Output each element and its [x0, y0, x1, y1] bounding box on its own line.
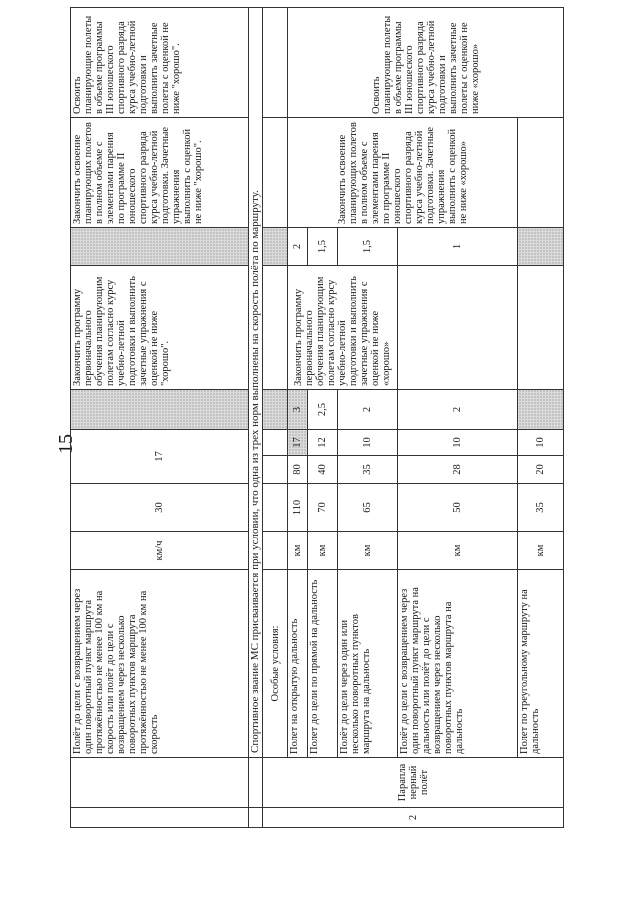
row-v3: 12: [308, 430, 338, 456]
row-v1: 65: [338, 484, 398, 532]
rotated-table-sheet: [70, 8, 565, 828]
row-v1: 35: [518, 484, 564, 532]
row-unit: км: [288, 532, 308, 570]
cell-req-iii: Закончить программу первоначального обучения планирующим полетам согласно курсу учебно-летной подготовки и выполнить зачетные упражнения с оценкой не ниже "хорошо".: [71, 266, 249, 390]
page-number: 15: [55, 434, 77, 454]
row-name: Полет до цели по прямой на дальность: [308, 570, 338, 758]
section-req-ii: Закончить освоение планирующих полетов в полном объеме с элементами парения по программе II юношеского спортивного разряда курса учебно-летной подготовки. Зачетные упражнения выполнить с оценкой не ниже «хорошо»: [288, 118, 518, 228]
row-unit: км: [398, 532, 518, 570]
cell-shaded: [71, 390, 249, 430]
row-v5: 2: [288, 228, 308, 266]
row-v4: 2: [398, 390, 518, 430]
row-v5: [518, 228, 564, 266]
cell-empty: [398, 266, 518, 390]
cell-num: [71, 808, 249, 828]
section-number: 2: [263, 808, 564, 828]
section-discipline: Парапланерный полёт: [263, 758, 564, 808]
row-unit: км: [338, 532, 398, 570]
row-name: Полет по треугольному маршруту на дальность: [518, 570, 564, 758]
cell-shaded: [71, 228, 249, 266]
cell-value-2: 17: [71, 430, 249, 484]
row-v2: 20: [518, 456, 564, 484]
norms-table: [70, 7, 564, 828]
cell-discipline: [71, 758, 249, 808]
table-row: [288, 8, 308, 828]
row-v3: 10: [338, 430, 398, 456]
row-v4: 2: [338, 390, 398, 430]
row-name: Полёт до цели с возвращением через один поворотный пункт маршрута на дальность или полёт до цели с возвращением через несколько поворотных пунктов маршрута на дальность: [398, 570, 518, 758]
row-v1: 50: [398, 484, 518, 532]
row-v5: 1: [398, 228, 518, 266]
row-unit: км: [518, 532, 564, 570]
row-v3: 17: [288, 430, 308, 456]
section-req-i: Освоить планирующие полеты в объеме программы III юношеского спортивного разряда курса учебно-летной подготовки и выполнить зачетные полеты с оценкой не ниже «хорошо»: [288, 8, 564, 118]
cell-condition: Полёт до цели с возвращением через один поворотный пункт маршрута протяжённостью не менее 100 км на скорость или полёт до цели с возвращением через несколько поворотных пунктов маршрута протяжённостью не менее 100 км на скорость: [71, 570, 249, 758]
cell-req-i: Освоить планирующие полеты в объеме программы III юношеского спортивного разряда курса учебно-летной подготовки и выполнить зачетные полеты с оценкой не ниже "хорошо".: [71, 8, 249, 118]
row-v1: 110: [288, 484, 308, 532]
section-req-iii: Закончить программу первоначального обучения планирующим полетам согласно курсу учебно-летной подготовки и выполнить зачетные упражнения с оценкой не ниже «хорошо»: [288, 266, 398, 390]
row-v2: 80: [288, 456, 308, 484]
row-v1: 70: [308, 484, 338, 532]
cell-discipline: [249, 758, 263, 808]
table-row: [71, 8, 249, 828]
row-v3: 10: [518, 430, 564, 456]
cell-req-ii: Закончить освоение планирующих полетов в полном объеме с элементами парения по программе II юношеского спортивного разряда курса учебно-летной подготовки. Зачетные упражнения выполнить с оценкой не ниже "хорошо".: [71, 118, 249, 228]
table-row: [518, 8, 564, 828]
row-v2: 28: [398, 456, 518, 484]
row-v5: 1,5: [338, 228, 398, 266]
cell-num: [249, 808, 263, 828]
row-v4: [518, 390, 564, 430]
cell-empty: [518, 266, 564, 390]
row-v4: 2,5: [308, 390, 338, 430]
row-v5: 1,5: [308, 228, 338, 266]
row-v3: 10: [398, 430, 518, 456]
cell-unit: км/ч: [71, 532, 249, 570]
row-name: Полет на открытую дальность: [288, 570, 308, 758]
row-v4: 3: [288, 390, 308, 430]
row-v2: 40: [308, 456, 338, 484]
cell-empty: [518, 118, 564, 228]
table-row: [263, 8, 288, 828]
ms-note: Спортивное звание МС присваивается при условии, что одна из трех норм выполнены на скорость полёта по маршруту.: [249, 8, 263, 758]
row-v2: 35: [338, 456, 398, 484]
row-name: Полёт до цели через один или несколько поворотных пунктов маршрута на дальность: [338, 570, 398, 758]
special-conditions: Особые условия:: [263, 570, 288, 758]
cell-value-1: 30: [71, 484, 249, 532]
row-unit: км: [308, 532, 338, 570]
ms-note-row: [249, 8, 263, 828]
